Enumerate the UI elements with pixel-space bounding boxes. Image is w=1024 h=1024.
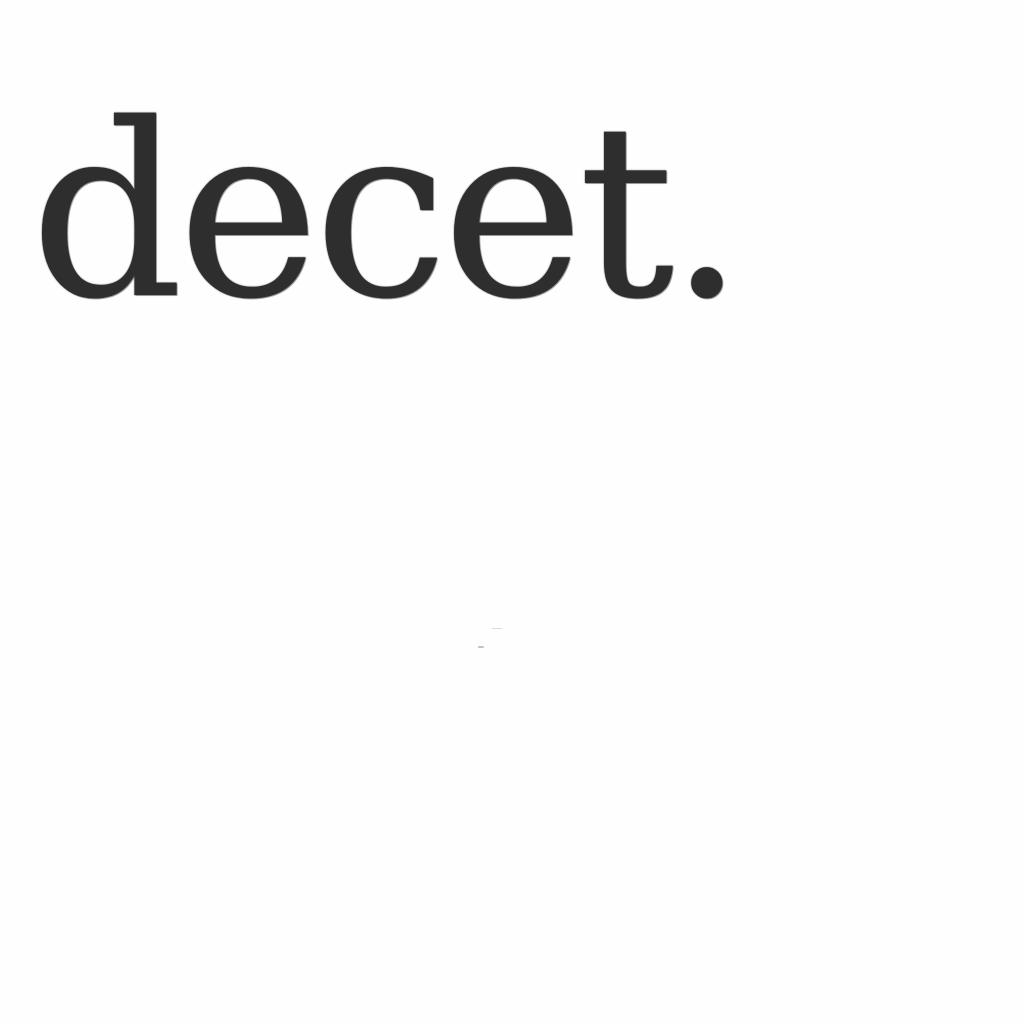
page-text-fragment: decet. bbox=[30, 72, 739, 352]
scan-speck bbox=[478, 646, 484, 648]
scan-speck bbox=[492, 628, 502, 629]
